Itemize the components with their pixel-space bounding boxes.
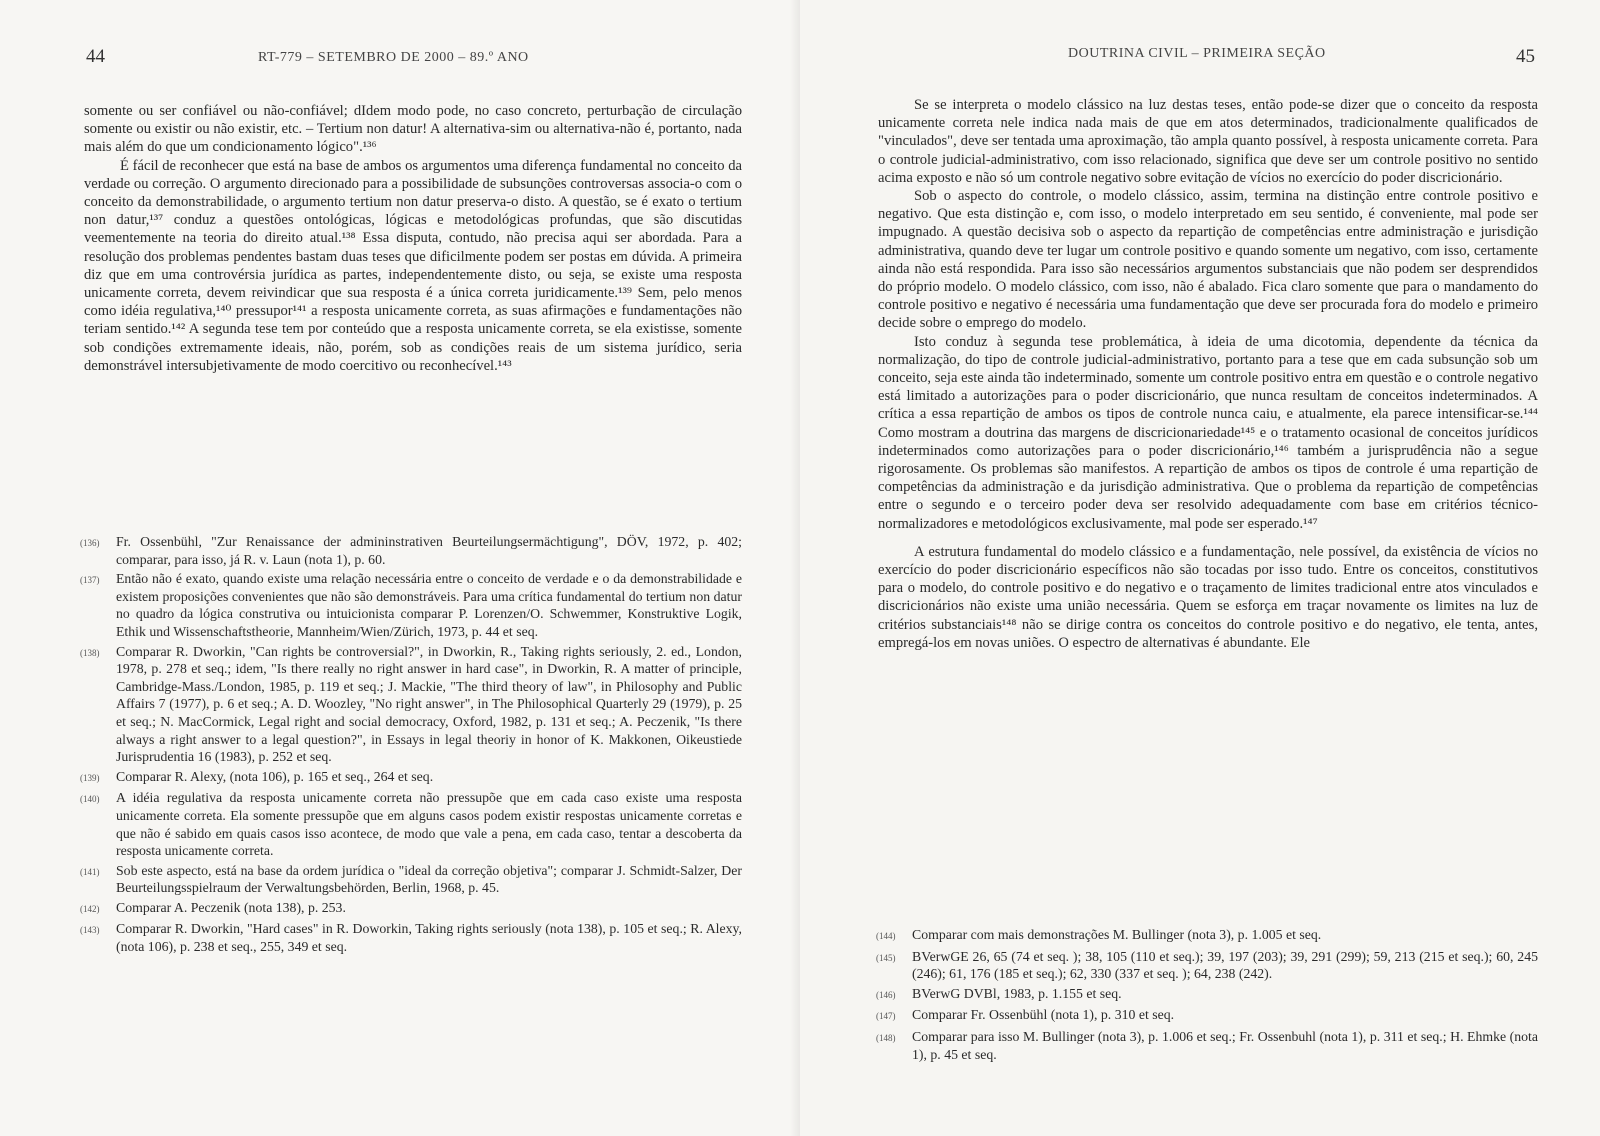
footnote: (142) Comparar A. Peczenik (nota 138), p. 253. — [80, 899, 346, 915]
footnote: (139) Comparar R. Alexy, (nota 106), p. 165 et seq., 264 et seq. — [80, 768, 434, 784]
footnote: (140) A idéia regulativa da resposta unicamente correta não pressupõe que em cada caso existe uma resposta unicamente correta. Ela somente pressupõe que em alguns casos podem existir respostas unicamente corretas e que não é sabido em quais casos isso acontece, de modo que vale a pena, em cada caso, tentar a descoberta da resposta unicamente correta. — [80, 790, 742, 859]
left-running-header: RT-779 – SETEMBRO DE 2000 – 89.º ANO — [258, 50, 529, 65]
right-page — [800, 0, 1600, 1136]
footnote: (137) Então não é exato, quando existe uma relação necessária entre o conceito de verdade e o da demonstrabilidade e existem proposições convenientes que não são demonstráveis. Para uma crítica fundamental do tertium non datur no quadro da lógica construtiva ou intuicionista comparar P. Lorenzen/O. Schwemmer, Konstruktive Logik, Ethik und Wissenschaftstheorie, Mannheim/Wien/Zürich, 1973, p. 44 et seq. — [80, 571, 742, 639]
left-page-number: 44 — [86, 46, 105, 67]
right-body-text — [878, 96, 1538, 652]
footnote: (144) Comparar com mais demonstrações M. Bullinger (nota 3), p. 1.005 et seq. — [876, 927, 1322, 942]
footnote: (147) Comparar Fr. Ossenbühl (nota 1), p. 310 et seq. — [876, 1007, 1175, 1023]
left-paragraph-2: É fácil de reconhecer que está na base de ambos os argumentos uma diferença fundamental no conceito da verdade ou correção. O argumento direcionado para a possibilidade de subsunções controversas associa-o com o conceito da demonstrabilidade, o argumento tertium non datur preserva-o disto. A questão, se é exato o tertium non datur,¹³⁷ conduz a questões ontológicas, lógicas e metodológicas profundas, que são discutidas veementemente na teoria do direito atual.¹³⁸ Essa disputa, contudo, não precisa aqui ser abordada. Para a resolução dos problemas pendentes bastam duas teses que dificilmente podem ser postas em dúvida. A primeira diz que em uma controvérsia jurídica as partes, independentemente disto, ou seja, se existe uma resposta unicamente correta, devem reivindicar que sua resposta é a única correta juridicamente.¹³⁹ Sem, pelo menos como idéia regulativa,¹⁴⁰ pressupor¹⁴¹ a resposta unicamente correta, as suas afirmações e fundamentações não teriam sentido.¹⁴² A segunda tese tem por conteúdo que a resposta unicamente correta, se ela existisse, somente sob condições extremamente ideais, não, porém, sob as condições reais de um sistema jurídico, seria demonstrável intersubjetivamente de modo coercitivo ou reconhecível.¹⁴³ — [84, 157, 742, 374]
footnote: (145) BVerwGE 26, 65 (74 et seq. ); 38, 105 (110 et seq.); 39, 197 (203); 39, 291 (299); 59, 213 (215 et seq.); 60, 245 (246); 61, 176 (185 et seq.); 62, 330 (337 et seq. ); 64, 238 (242). — [876, 948, 1538, 982]
right-running-header: DOUTRINA CIVIL – PRIMEIRA SEÇÃO — [1068, 46, 1326, 61]
right-page-number: 45 — [1516, 46, 1535, 67]
footnote: (143) Comparar R. Dworkin, "Hard cases" in R. Doworkin, Taking rights seriously (nota 138), p. 105 et seq.; R. Alexy, (nota 106), p. 238 et seq., 255, 349 et seq. — [80, 921, 742, 955]
left-body-text — [84, 102, 742, 375]
right-paragraph-2: Sob o aspecto do controle, o modelo clássico, assim, termina na distinção entre controle positivo e negativo. Que esta distinção e, com isso, o modelo interpretado em seu sentido, é conveniente, mal pode ser impugnado. A questão decisiva sob o aspecto da repartição de competências entre administração e jurisdição administrativa, quando deve ter lugar um controle positivo e quando somente um negativo, com isso, certamente ainda não está respondida. Para isso são necessários argumentos substanciais que não podem ser desprendidos do próprio modelo. O modelo clássico, com isso, não é abalado. Fica claro somente que para o mandamento do controle positivo e negativo é necessária uma fundamentação que deve ser procurada fora do modelo e primeiro decide sobre o emprego do modelo. — [878, 188, 1538, 332]
footnote: (146) BVerwG DVBl, 1983, p. 1.155 et seq. — [876, 985, 1122, 1001]
right-paragraph-3: Isto conduz à segunda tese problemática, à ideia de uma dicotomia, dependente da técnica da normalização, do tipo de controle judicial-administrativo, portanto para a tese que em cada subsunção sob um conceito, seja este ainda tão indeterminado, somente um controle positivo entra em questão e o controle negativo está limitado a autorizações para o poder discricionário, que nunca resultam de conceitos indeterminados. A crítica a essa repartição de ambos os tipos de controle nunca caiu, e atualmente, ela parece intensificar-se.¹⁴⁴ Como mostram a doutrina das margens de discricionariedade¹⁴⁵ e o tratamento ocasional de conceitos jurídicos indeterminados como autorizações para o poder discricionário,¹⁴⁶ também a jurisprudência não a segue rigorosamente. Os problemas são manifestos. A repartição de ambos os tipos de controle é uma repartição de competências da administração e da jurisdição administrativa. Que o problema da repartição de competências entre o segundo e o terceiro poder deva ser resolvido adequadamente com base em critérios técnico-normalizadores e metodológicos exclusivamente, mal pode ser esperado.¹⁴⁷ — [878, 333, 1538, 532]
right-footnotes — [876, 926, 1538, 1065]
right-paragraph-1: Se se interpreta o modelo clássico na luz destas teses, então pode-se dizer que o conceito da resposta unicamente correta nele indica nada mais de que em atos determinados, tradicionalmente qualificados de "vinculados", deve ser tentada uma aproximação, tão ampla quanto possível, à resposta unicamente correta. Para o controle judicial-administrativo, com isso relacionado, significa que deve ser um controle positivo no sentido acima exposto e não só um controle negativo sobre evitação de vícios no exercício do poder discricionário. — [878, 97, 1538, 186]
left-paragraph-1: somente ou ser confiável ou não-confiável; dIdem modo pode, no caso concreto, perturbação de circulação somente ou existir ou não existir, etc. – Tertium non datur! A alternativa-sim ou alternativa-não é, portanto, nada mais além do que um condicionamento lógico".¹³⁶ — [84, 103, 742, 156]
right-paragraph-4: A estrutura fundamental do modelo clássico e a fundamentação, nele possível, da existência de vícios no exercício do poder discricionário específicos não são tocadas por isso tudo. Entre os conceitos, constitutivos para o modelo, do controle positivo e do negativo e o traçamento de limites tradicional entre atos vinculados e discricionários não existe uma união necessária. Quem se esforça em traçar novamente os limites na luz de critérios substanciais¹⁴⁸ não se dirige contra os conceitos do controle positivo e do negativo, ele tenta, antes, empregá-los em novas uniões. O espectro de alternativas é abundante. Ele — [878, 543, 1538, 651]
left-footnotes — [80, 533, 742, 958]
footnote: (138) Comparar R. Dworkin, "Can rights be controversial?", in Dworkin, R., Taking rights seriously, 2. ed., London, 1978, p. 278 et seq.; idem, "Is there really no right answer in hard case", in Dworkin, R. A matter of principle, Cambridge-Mass./London, 1985, p. 119 et seq.; J. Mackie, "The third theory of law", in Philosophy and Public Affairs 7 (1977), p. 6 et seq.; A. D. Woozley, "No right answer", in The Philosophical Quarterly 29 (1979), p. 25 et seq.; N. MacCormick, Legal right and social democracy, Oxford, 1982, p. 131 et seq.; A. Peczenik, "Is there always a right answer to a legal question?", in Essays in legal theoriy in honor of K. Makkonen, Oikeustiede Jurisprudentia 16 (1983), p. 252 et seq. — [80, 643, 742, 765]
footnote: (141) Sob este aspecto, está na base da ordem jurídica o "ideal da correção objetiva"; comparar J. Schmidt-Salzer, Der Beurteilungsspielraum der Verwaltungsbehörden, Berlin, 1968, p. 45. — [80, 862, 742, 896]
footnote: (136) Fr. Ossenbühl, "Zur Renaissance der admininstrativen Beurteilungsermächtigung", DÖV, 1972, p. 402; comparar, para isso, já R. v. Laun (nota 1), p. 60. — [80, 534, 742, 567]
footnote: (148) Comparar para isso M. Bullinger (nota 3), p. 1.006 et seq.; Fr. Ossenbuhl (nota 1), p. 311 et seq.; H. Ehmke (nota 1), p. 45 et seq. — [876, 1028, 1538, 1062]
